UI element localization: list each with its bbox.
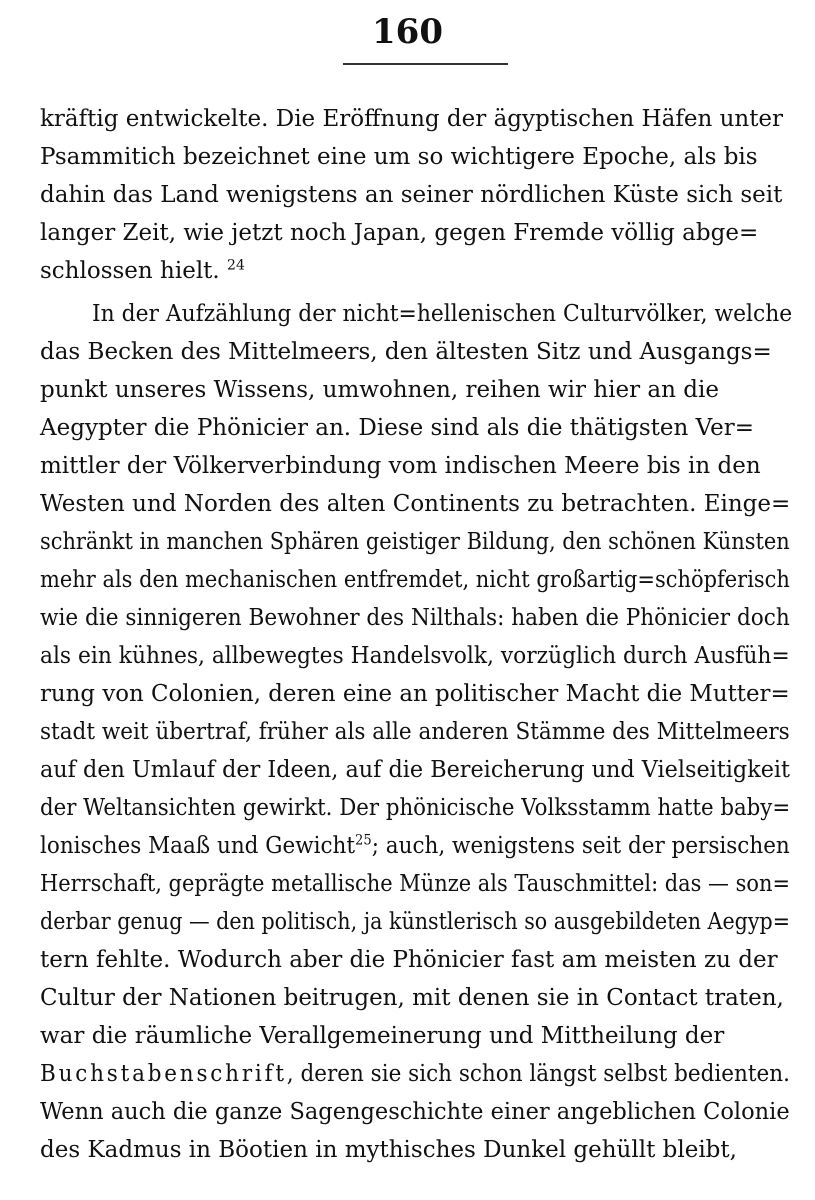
footnote-ref: 24 xyxy=(227,257,245,274)
page-number: 160 xyxy=(372,12,443,52)
text-line: Westen und Norden des alten Continents zu betrachten. Einge= xyxy=(40,491,791,517)
text-line: Aegypter die Phönicier an. Diese sind als die thätigsten Ver= xyxy=(40,415,754,441)
text-line: Cultur der Nationen beitrugen, mit denen sie in Contact traten, xyxy=(40,985,784,1011)
text-line: auf den Umlauf der Ideen, auf die Bereicherung und Vielseitigkeit xyxy=(40,757,791,783)
text-line: als ein kühnes, allbewegtes Handelsvolk, vorzüglich durch Ausfüh= xyxy=(40,643,790,669)
text-line: wie die sinnigeren Bewohner des Nilthals: haben die Phönicier doch xyxy=(40,605,790,631)
paragraph-first-line: In der Aufzählung der nicht=hellenischen Culturvölker, welche xyxy=(92,301,793,327)
text-line: punkt unseres Wissens, umwohnen, reihen wir hier an die xyxy=(40,377,719,403)
text-line: schlossen hielt. $^{24}$ xyxy=(40,257,245,284)
text-line: der Weltansichten gewirkt. Der phönicische Volksstamm hatte baby= xyxy=(40,795,791,821)
text-line: Wenn auch die ganze Sagengeschichte einer angeblichen Colonie xyxy=(40,1099,790,1125)
text-line: schränkt in manchen Sphären geistiger Bildung, den schönen Künsten xyxy=(40,529,790,555)
text-line: dahin das Land wenigstens an seiner nördlichen Küste sich seit xyxy=(40,182,783,208)
text-line: stadt weit übertraf, früher als alle anderen Stämme des Mittelmeers xyxy=(40,719,790,745)
text-line: kräftig entwickelte. Die Eröffnung der ägyptischen Häfen unter xyxy=(40,106,784,132)
text-line: langer Zeit, wie jetzt noch Japan, gegen Fremde völlig abge= xyxy=(40,220,759,246)
text-line: tern fehlte. Wodurch aber die Phönicier fast am meisten zu der xyxy=(40,947,778,973)
text-line: Buchstabenschrift, deren sie sich schon längst selbst bedienten. xyxy=(40,1061,790,1087)
text-line: Psammitich bezeichnet eine um so wichtigere Epoche, als bis xyxy=(40,144,758,170)
text-line: Herrschaft, geprägte metallische Münze als Tauschmittel: das — son= xyxy=(40,871,791,897)
text-line: mehr als den mechanischen entfremdet, nicht großartig=schöpferisch xyxy=(40,567,790,593)
footnote-ref: 25 xyxy=(355,832,372,849)
text-line: das Becken des Mittelmeers, den ältesten Sitz und Ausgangs= xyxy=(40,339,772,365)
header-rule xyxy=(343,63,508,65)
text-line: mittler der Völkerverbindung vom indischen Meere bis in den xyxy=(40,453,761,479)
text-line: war die räumliche Verallgemeinerung und Mittheilung der xyxy=(40,1023,725,1049)
emphasized-word: Buchstabenschrift xyxy=(40,1061,287,1087)
text-line: rung von Colonien, deren eine an politischer Macht die Mutter= xyxy=(40,681,790,707)
text-line: derbar genug — den politisch, ja künstlerisch so ausgebildeten Aegyp= xyxy=(40,909,791,935)
text-line: des Kadmus in Böotien in mythisches Dunkel gehüllt bleibt, xyxy=(40,1137,737,1163)
text-line: lonisches Maaß und Gewicht$^{25}$; auch, wenigstens seit der persischen xyxy=(40,832,790,859)
